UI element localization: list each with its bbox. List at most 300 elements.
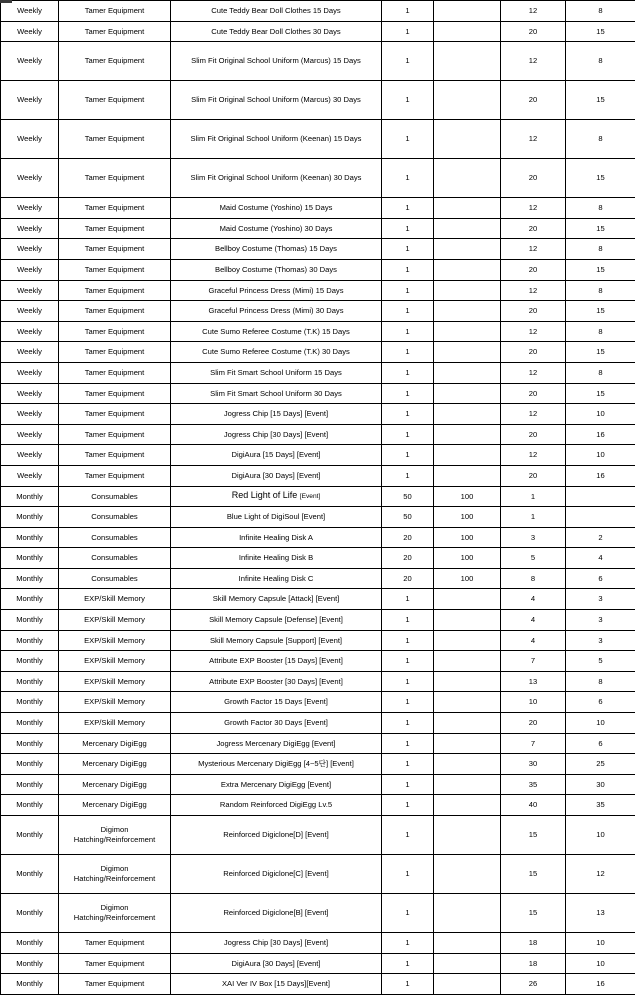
cell-qty[interactable]: 50 bbox=[382, 507, 434, 528]
cell-max[interactable] bbox=[434, 259, 501, 280]
cell-qty[interactable]: 1 bbox=[382, 713, 434, 734]
cell-category[interactable]: EXP/Skill Memory bbox=[59, 610, 171, 631]
cell-price2[interactable]: 15 bbox=[566, 301, 635, 322]
table-row[interactable] bbox=[1, 795, 635, 816]
cell-max[interactable]: 100 bbox=[434, 507, 501, 528]
cell-max[interactable] bbox=[434, 321, 501, 342]
cell-max[interactable] bbox=[434, 120, 501, 159]
cell-category[interactable]: Consumables bbox=[59, 568, 171, 589]
table-row[interactable] bbox=[1, 120, 635, 159]
table-row[interactable] bbox=[1, 301, 635, 322]
cell-price2[interactable]: 13 bbox=[566, 894, 635, 933]
cell-category[interactable]: Tamer Equipment bbox=[59, 342, 171, 363]
cell-max[interactable] bbox=[434, 933, 501, 954]
cell-category[interactable]: Tamer Equipment bbox=[59, 362, 171, 383]
cell-cycle[interactable]: Weekly bbox=[1, 198, 59, 219]
cell-category[interactable]: Tamer Equipment bbox=[59, 321, 171, 342]
cell-cycle[interactable]: Weekly bbox=[1, 280, 59, 301]
cell-price2[interactable]: 8 bbox=[566, 120, 635, 159]
cell-item[interactable]: Jogress Mercenary DigiEgg [Event] bbox=[171, 733, 382, 754]
cell-qty[interactable]: 1 bbox=[382, 404, 434, 425]
table-row[interactable] bbox=[1, 527, 635, 548]
cell-cycle[interactable]: Monthly bbox=[1, 733, 59, 754]
cell-max[interactable] bbox=[434, 630, 501, 651]
cell-max[interactable] bbox=[434, 589, 501, 610]
cell-cycle[interactable]: Weekly bbox=[1, 404, 59, 425]
cell-category[interactable]: Tamer Equipment bbox=[59, 465, 171, 486]
cell-qty[interactable]: 20 bbox=[382, 568, 434, 589]
cell-qty[interactable]: 50 bbox=[382, 486, 434, 507]
cell-price1[interactable]: 18 bbox=[501, 933, 566, 954]
cell-qty[interactable]: 1 bbox=[382, 816, 434, 855]
cell-category[interactable]: Consumables bbox=[59, 548, 171, 569]
cell-category[interactable]: Tamer Equipment bbox=[59, 301, 171, 322]
cell-price1[interactable]: 15 bbox=[501, 894, 566, 933]
cell-item[interactable]: Slim Fit Original School Uniform (Marcus) 30 Days bbox=[171, 81, 382, 120]
cell-cycle[interactable]: Monthly bbox=[1, 589, 59, 610]
cell-price2[interactable]: 15 bbox=[566, 81, 635, 120]
cell-max[interactable]: 100 bbox=[434, 486, 501, 507]
cell-category[interactable]: Tamer Equipment bbox=[59, 120, 171, 159]
cell-qty[interactable]: 1 bbox=[382, 280, 434, 301]
cell-item[interactable]: Reinforced Digiclone[B] [Event] bbox=[171, 894, 382, 933]
cell-price2[interactable]: 5 bbox=[566, 651, 635, 672]
cell-cycle[interactable]: Monthly bbox=[1, 548, 59, 569]
cell-price1[interactable]: 3 bbox=[501, 527, 566, 548]
cell-category[interactable]: Consumables bbox=[59, 486, 171, 507]
cell-price1[interactable]: 40 bbox=[501, 795, 566, 816]
cell-item[interactable]: Cute Sumo Referee Costume (T.K) 15 Days bbox=[171, 321, 382, 342]
table-row[interactable] bbox=[1, 383, 635, 404]
cell-price1[interactable]: 12 bbox=[501, 120, 566, 159]
cell-qty[interactable]: 1 bbox=[382, 1, 434, 22]
cell-qty[interactable]: 1 bbox=[382, 120, 434, 159]
cell-price1[interactable]: 1 bbox=[501, 507, 566, 528]
cell-price2[interactable]: 30 bbox=[566, 774, 635, 795]
cell-qty[interactable]: 1 bbox=[382, 894, 434, 933]
cell-price2[interactable]: 3 bbox=[566, 610, 635, 631]
cell-price2[interactable]: 8 bbox=[566, 321, 635, 342]
cell-cycle[interactable]: Monthly bbox=[1, 568, 59, 589]
cell-cycle[interactable]: Weekly bbox=[1, 445, 59, 466]
cell-price2[interactable]: 15 bbox=[566, 342, 635, 363]
table-row[interactable] bbox=[1, 974, 635, 995]
cell-category[interactable]: Digimon Hatching/Reinforcement bbox=[59, 855, 171, 894]
cell-category[interactable]: Tamer Equipment bbox=[59, 259, 171, 280]
cell-price1[interactable]: 12 bbox=[501, 1, 566, 22]
cell-item[interactable]: Blue Light of DigiSoul [Event] bbox=[171, 507, 382, 528]
cell-cycle[interactable]: Monthly bbox=[1, 894, 59, 933]
table-row[interactable] bbox=[1, 855, 635, 894]
cell-qty[interactable]: 1 bbox=[382, 301, 434, 322]
cell-item[interactable]: Cute Sumo Referee Costume (T.K) 30 Days bbox=[171, 342, 382, 363]
cell-max[interactable] bbox=[434, 671, 501, 692]
cell-cycle[interactable]: Weekly bbox=[1, 239, 59, 260]
cell-max[interactable] bbox=[434, 774, 501, 795]
cell-cycle[interactable]: Weekly bbox=[1, 120, 59, 159]
cell-cycle[interactable]: Monthly bbox=[1, 754, 59, 775]
cell-cycle[interactable]: Monthly bbox=[1, 933, 59, 954]
cell-qty[interactable]: 1 bbox=[382, 589, 434, 610]
cell-item[interactable] bbox=[171, 486, 382, 507]
cell-item[interactable]: Reinforced Digiclone[D] [Event] bbox=[171, 816, 382, 855]
table-row[interactable] bbox=[1, 894, 635, 933]
table-row[interactable] bbox=[1, 548, 635, 569]
cell-qty[interactable]: 1 bbox=[382, 321, 434, 342]
table-row[interactable] bbox=[1, 81, 635, 120]
cell-price2[interactable]: 15 bbox=[566, 21, 635, 42]
cell-qty[interactable]: 1 bbox=[382, 465, 434, 486]
cell-item[interactable]: Graceful Princess Dress (Mimi) 15 Days bbox=[171, 280, 382, 301]
cell-item[interactable]: Random Reinforced DigiEgg Lv.5 bbox=[171, 795, 382, 816]
cell-cycle[interactable]: Monthly bbox=[1, 774, 59, 795]
cell-qty[interactable]: 1 bbox=[382, 754, 434, 775]
cell-item[interactable]: Growth Factor 30 Days [Event] bbox=[171, 713, 382, 734]
cell-max[interactable] bbox=[434, 733, 501, 754]
cell-price1[interactable]: 20 bbox=[501, 81, 566, 120]
cell-price1[interactable]: 8 bbox=[501, 568, 566, 589]
cell-cycle[interactable]: Weekly bbox=[1, 259, 59, 280]
cell-qty[interactable]: 1 bbox=[382, 218, 434, 239]
cell-cycle[interactable]: Weekly bbox=[1, 362, 59, 383]
cell-category[interactable]: Mercenary DigiEgg bbox=[59, 754, 171, 775]
table-row[interactable] bbox=[1, 610, 635, 631]
table-row[interactable] bbox=[1, 21, 635, 42]
cell-cycle[interactable]: Monthly bbox=[1, 486, 59, 507]
cell-max[interactable] bbox=[434, 1, 501, 22]
table-row[interactable] bbox=[1, 218, 635, 239]
cell-price2[interactable]: 10 bbox=[566, 933, 635, 954]
table-row[interactable] bbox=[1, 816, 635, 855]
cell-cycle[interactable]: Weekly bbox=[1, 321, 59, 342]
cell-cycle[interactable]: Weekly bbox=[1, 159, 59, 198]
cell-price2[interactable]: 10 bbox=[566, 713, 635, 734]
cell-cycle[interactable]: Monthly bbox=[1, 527, 59, 548]
cell-price1[interactable]: 15 bbox=[501, 816, 566, 855]
cell-qty[interactable]: 1 bbox=[382, 362, 434, 383]
cell-item[interactable]: Slim Fit Smart School Uniform 30 Days bbox=[171, 383, 382, 404]
cell-max[interactable] bbox=[434, 362, 501, 383]
table-row[interactable] bbox=[1, 362, 635, 383]
cell-price2[interactable]: 16 bbox=[566, 465, 635, 486]
cell-item[interactable]: Skill Memory Capsule [Defense] [Event] bbox=[171, 610, 382, 631]
cell-category[interactable]: EXP/Skill Memory bbox=[59, 630, 171, 651]
cell-qty[interactable]: 1 bbox=[382, 651, 434, 672]
cell-qty[interactable]: 20 bbox=[382, 527, 434, 548]
cell-price1[interactable]: 20 bbox=[501, 218, 566, 239]
cell-qty[interactable]: 1 bbox=[382, 974, 434, 995]
cell-max[interactable] bbox=[434, 445, 501, 466]
cell-qty[interactable]: 1 bbox=[382, 610, 434, 631]
cell-price1[interactable]: 7 bbox=[501, 651, 566, 672]
cell-category[interactable]: Tamer Equipment bbox=[59, 383, 171, 404]
cell-price1[interactable]: 20 bbox=[501, 465, 566, 486]
table-row[interactable] bbox=[1, 953, 635, 974]
table-row[interactable] bbox=[1, 259, 635, 280]
cell-price1[interactable]: 13 bbox=[501, 671, 566, 692]
cell-category[interactable]: Tamer Equipment bbox=[59, 424, 171, 445]
cell-max[interactable] bbox=[434, 816, 501, 855]
cell-price1[interactable]: 15 bbox=[501, 855, 566, 894]
cell-category[interactable]: Tamer Equipment bbox=[59, 159, 171, 198]
table-row[interactable] bbox=[1, 589, 635, 610]
cell-price2[interactable]: 8 bbox=[566, 362, 635, 383]
cell-max[interactable]: 100 bbox=[434, 568, 501, 589]
table-row[interactable] bbox=[1, 774, 635, 795]
cell-max[interactable] bbox=[434, 894, 501, 933]
cell-price2[interactable]: 6 bbox=[566, 733, 635, 754]
cell-price2[interactable]: 10 bbox=[566, 445, 635, 466]
cell-qty[interactable]: 1 bbox=[382, 953, 434, 974]
cell-category[interactable]: Mercenary DigiEgg bbox=[59, 795, 171, 816]
cell-price2[interactable]: 4 bbox=[566, 548, 635, 569]
cell-cycle[interactable]: Monthly bbox=[1, 651, 59, 672]
cell-cycle[interactable]: Monthly bbox=[1, 953, 59, 974]
table-row[interactable] bbox=[1, 465, 635, 486]
cell-price1[interactable]: 12 bbox=[501, 404, 566, 425]
cell-price2[interactable]: 8 bbox=[566, 239, 635, 260]
table-row[interactable] bbox=[1, 933, 635, 954]
cell-category[interactable]: EXP/Skill Memory bbox=[59, 651, 171, 672]
cell-price2[interactable]: 3 bbox=[566, 589, 635, 610]
cell-item[interactable]: Infinite Healing Disk C bbox=[171, 568, 382, 589]
cell-item[interactable]: XAI Ver IV Box [15 Days][Event] bbox=[171, 974, 382, 995]
cell-cycle[interactable]: Monthly bbox=[1, 610, 59, 631]
cell-max[interactable] bbox=[434, 280, 501, 301]
cell-price1[interactable]: 20 bbox=[501, 21, 566, 42]
cell-category[interactable]: Consumables bbox=[59, 527, 171, 548]
cell-category[interactable]: Tamer Equipment bbox=[59, 404, 171, 425]
cell-max[interactable] bbox=[434, 754, 501, 775]
cell-qty[interactable]: 1 bbox=[382, 198, 434, 219]
cell-qty[interactable]: 20 bbox=[382, 548, 434, 569]
cell-cycle[interactable]: Monthly bbox=[1, 816, 59, 855]
cell-price1[interactable]: 4 bbox=[501, 610, 566, 631]
cell-category[interactable]: Tamer Equipment bbox=[59, 81, 171, 120]
cell-qty[interactable]: 1 bbox=[382, 383, 434, 404]
cell-category[interactable]: EXP/Skill Memory bbox=[59, 671, 171, 692]
cell-qty[interactable]: 1 bbox=[382, 159, 434, 198]
cell-category[interactable]: Tamer Equipment bbox=[59, 198, 171, 219]
table-row[interactable] bbox=[1, 424, 635, 445]
cell-cycle[interactable]: Weekly bbox=[1, 465, 59, 486]
cell-price2[interactable]: 10 bbox=[566, 816, 635, 855]
cell-qty[interactable]: 1 bbox=[382, 733, 434, 754]
table-row[interactable] bbox=[1, 404, 635, 425]
cell-price1[interactable]: 12 bbox=[501, 362, 566, 383]
cell-category[interactable]: EXP/Skill Memory bbox=[59, 692, 171, 713]
cell-price1[interactable]: 7 bbox=[501, 733, 566, 754]
cell-item[interactable]: Jogress Chip [30 Days] [Event] bbox=[171, 933, 382, 954]
cell-max[interactable] bbox=[434, 159, 501, 198]
cell-price1[interactable]: 1 bbox=[501, 486, 566, 507]
cell-max[interactable] bbox=[434, 21, 501, 42]
cell-qty[interactable]: 1 bbox=[382, 445, 434, 466]
cell-cycle[interactable]: Monthly bbox=[1, 507, 59, 528]
cell-price2[interactable]: 10 bbox=[566, 953, 635, 974]
cell-price2[interactable]: 16 bbox=[566, 424, 635, 445]
table-row[interactable] bbox=[1, 671, 635, 692]
cell-price1[interactable]: 12 bbox=[501, 239, 566, 260]
cell-qty[interactable]: 1 bbox=[382, 21, 434, 42]
cell-max[interactable] bbox=[434, 465, 501, 486]
cell-item[interactable]: Extra Mercenary DigiEgg [Event] bbox=[171, 774, 382, 795]
cell-qty[interactable]: 1 bbox=[382, 795, 434, 816]
cell-max[interactable] bbox=[434, 692, 501, 713]
cell-item[interactable]: Jogress Chip [15 Days] [Event] bbox=[171, 404, 382, 425]
cell-qty[interactable]: 1 bbox=[382, 933, 434, 954]
cell-max[interactable]: 100 bbox=[434, 548, 501, 569]
cell-price1[interactable]: 20 bbox=[501, 159, 566, 198]
cell-item[interactable]: Bellboy Costume (Thomas) 30 Days bbox=[171, 259, 382, 280]
cell-price2[interactable]: 8 bbox=[566, 280, 635, 301]
cell-cycle[interactable]: Weekly bbox=[1, 81, 59, 120]
cell-price1[interactable]: 12 bbox=[501, 198, 566, 219]
cell-price1[interactable]: 20 bbox=[501, 424, 566, 445]
cell-item[interactable]: Slim Fit Original School Uniform (Keenan) 15 Days bbox=[171, 120, 382, 159]
cell-price1[interactable]: 4 bbox=[501, 630, 566, 651]
cell-price1[interactable]: 20 bbox=[501, 383, 566, 404]
cell-price2[interactable] bbox=[566, 507, 635, 528]
cell-price2[interactable]: 8 bbox=[566, 42, 635, 81]
table-row[interactable] bbox=[1, 321, 635, 342]
cell-price2[interactable]: 3 bbox=[566, 630, 635, 651]
cell-cycle[interactable]: Monthly bbox=[1, 713, 59, 734]
cell-price2[interactable]: 15 bbox=[566, 159, 635, 198]
cell-category[interactable]: Tamer Equipment bbox=[59, 239, 171, 260]
cell-category[interactable]: Mercenary DigiEgg bbox=[59, 733, 171, 754]
cell-price2[interactable]: 25 bbox=[566, 754, 635, 775]
cell-price1[interactable]: 18 bbox=[501, 953, 566, 974]
cell-category[interactable]: Tamer Equipment bbox=[59, 42, 171, 81]
cell-category[interactable]: Tamer Equipment bbox=[59, 974, 171, 995]
cell-category[interactable]: Consumables bbox=[59, 507, 171, 528]
cell-item[interactable]: Cute Teddy Bear Doll Clothes 15 Days bbox=[171, 1, 382, 22]
cell-price1[interactable]: 20 bbox=[501, 342, 566, 363]
cell-item[interactable]: Skill Memory Capsule [Attack] [Event] bbox=[171, 589, 382, 610]
cell-max[interactable] bbox=[434, 610, 501, 631]
cell-cycle[interactable]: Weekly bbox=[1, 383, 59, 404]
cell-item[interactable]: Reinforced Digiclone[C] [Event] bbox=[171, 855, 382, 894]
cell-cycle[interactable]: Weekly bbox=[1, 1, 59, 22]
cell-item[interactable]: DigiAura [30 Days] [Event] bbox=[171, 465, 382, 486]
cell-item[interactable]: Attribute EXP Booster [30 Days] [Event] bbox=[171, 671, 382, 692]
cell-category[interactable]: Tamer Equipment bbox=[59, 1, 171, 22]
cell-qty[interactable]: 1 bbox=[382, 855, 434, 894]
cell-price1[interactable]: 12 bbox=[501, 445, 566, 466]
cell-price2[interactable]: 8 bbox=[566, 198, 635, 219]
cell-item[interactable]: Maid Costume (Yoshino) 30 Days bbox=[171, 218, 382, 239]
cell-qty[interactable]: 1 bbox=[382, 342, 434, 363]
cell-category[interactable]: Tamer Equipment bbox=[59, 953, 171, 974]
table-row[interactable] bbox=[1, 651, 635, 672]
table-row[interactable] bbox=[1, 692, 635, 713]
cell-price1[interactable]: 5 bbox=[501, 548, 566, 569]
cell-price2[interactable]: 15 bbox=[566, 383, 635, 404]
cell-max[interactable] bbox=[434, 198, 501, 219]
cell-item[interactable]: Maid Costume (Yoshino) 15 Days bbox=[171, 198, 382, 219]
cell-category[interactable]: Tamer Equipment bbox=[59, 280, 171, 301]
table-row[interactable] bbox=[1, 733, 635, 754]
cell-item[interactable]: DigiAura [30 Days] [Event] bbox=[171, 953, 382, 974]
cell-cycle[interactable]: Weekly bbox=[1, 21, 59, 42]
cell-max[interactable] bbox=[434, 383, 501, 404]
cell-max[interactable] bbox=[434, 301, 501, 322]
cell-category[interactable]: Digimon Hatching/Reinforcement bbox=[59, 894, 171, 933]
table-row[interactable] bbox=[1, 159, 635, 198]
cell-max[interactable] bbox=[434, 342, 501, 363]
cell-price1[interactable]: 30 bbox=[501, 754, 566, 775]
cell-max[interactable] bbox=[434, 651, 501, 672]
cell-max[interactable] bbox=[434, 239, 501, 260]
cell-item[interactable]: Jogress Chip [30 Days] [Event] bbox=[171, 424, 382, 445]
cell-max[interactable] bbox=[434, 855, 501, 894]
cell-cycle[interactable]: Monthly bbox=[1, 671, 59, 692]
cell-price1[interactable]: 10 bbox=[501, 692, 566, 713]
cell-item[interactable]: Graceful Princess Dress (Mimi) 30 Days bbox=[171, 301, 382, 322]
cell-price1[interactable]: 20 bbox=[501, 301, 566, 322]
cell-price2[interactable]: 35 bbox=[566, 795, 635, 816]
cell-max[interactable] bbox=[434, 424, 501, 445]
cell-max[interactable] bbox=[434, 713, 501, 734]
cell-qty[interactable]: 1 bbox=[382, 424, 434, 445]
table-row[interactable] bbox=[1, 42, 635, 81]
cell-qty[interactable]: 1 bbox=[382, 239, 434, 260]
cell-max[interactable] bbox=[434, 953, 501, 974]
cell-cycle[interactable]: Weekly bbox=[1, 342, 59, 363]
cell-item[interactable]: Attribute EXP Booster [15 Days] [Event] bbox=[171, 651, 382, 672]
table-row[interactable] bbox=[1, 342, 635, 363]
cell-price2[interactable]: 8 bbox=[566, 671, 635, 692]
cell-price2[interactable]: 2 bbox=[566, 527, 635, 548]
cell-price2[interactable]: 15 bbox=[566, 259, 635, 280]
cell-category[interactable]: Tamer Equipment bbox=[59, 21, 171, 42]
cell-category[interactable]: EXP/Skill Memory bbox=[59, 713, 171, 734]
cell-item[interactable]: Infinite Healing Disk B bbox=[171, 548, 382, 569]
cell-price1[interactable]: 12 bbox=[501, 280, 566, 301]
cell-category[interactable]: Tamer Equipment bbox=[59, 933, 171, 954]
cell-price1[interactable]: 12 bbox=[501, 42, 566, 81]
table-row[interactable] bbox=[1, 486, 635, 507]
table-row[interactable] bbox=[1, 239, 635, 260]
cell-item[interactable]: Infinite Healing Disk A bbox=[171, 527, 382, 548]
cell-cycle[interactable]: Monthly bbox=[1, 974, 59, 995]
cell-price2[interactable]: 6 bbox=[566, 568, 635, 589]
cell-item[interactable]: DigiAura [15 Days] [Event] bbox=[171, 445, 382, 466]
cell-max[interactable] bbox=[434, 974, 501, 995]
cell-item[interactable]: Slim Fit Original School Uniform (Marcus) 15 Days bbox=[171, 42, 382, 81]
cell-cycle[interactable]: Weekly bbox=[1, 424, 59, 445]
cell-price2[interactable] bbox=[566, 486, 635, 507]
cell-max[interactable]: 100 bbox=[434, 527, 501, 548]
cell-item[interactable]: Mysterious Mercenary DigiEgg [4~5단] [Event] bbox=[171, 754, 382, 775]
cell-item[interactable]: Bellboy Costume (Thomas) 15 Days bbox=[171, 239, 382, 260]
table-row[interactable] bbox=[1, 280, 635, 301]
cell-price2[interactable]: 16 bbox=[566, 974, 635, 995]
cell-qty[interactable]: 1 bbox=[382, 671, 434, 692]
cell-item[interactable]: Slim Fit Original School Uniform (Keenan) 30 Days bbox=[171, 159, 382, 198]
cell-item[interactable]: Growth Factor 15 Days [Event] bbox=[171, 692, 382, 713]
cell-cycle[interactable]: Monthly bbox=[1, 855, 59, 894]
cell-cycle[interactable]: Weekly bbox=[1, 42, 59, 81]
cell-category[interactable]: Digimon Hatching/Reinforcement bbox=[59, 816, 171, 855]
cell-cycle[interactable]: Weekly bbox=[1, 301, 59, 322]
cell-price2[interactable]: 15 bbox=[566, 218, 635, 239]
table-row[interactable] bbox=[1, 445, 635, 466]
cell-qty[interactable]: 1 bbox=[382, 630, 434, 651]
cell-cycle[interactable]: Monthly bbox=[1, 692, 59, 713]
cell-max[interactable] bbox=[434, 795, 501, 816]
